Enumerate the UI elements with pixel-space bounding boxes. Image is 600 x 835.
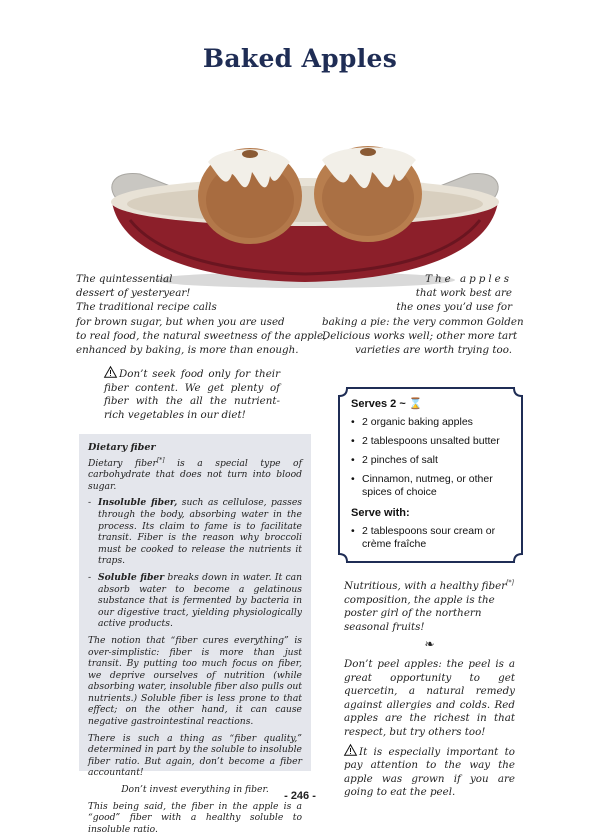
list-item: • 2 tablespoons unsalted butter [351,435,516,448]
fiber-warning-note: Don’t seek food only for their fiber content. We get plenty of fiber with the all the nutrient-rich vegetables in our diet! [104,368,280,421]
ingredient-list [351,416,516,499]
page-number: - 246 - [284,790,316,802]
serve-with-list [351,525,516,551]
list-item: • 2 organic baking apples [351,416,516,429]
sidebar-title: Dietary fiber [88,442,156,453]
intro-left-text: The quintessential dessert of yesteryear! The traditional recipe calls for brown sugar, but when you are used to real food, the natural sweetness of the apple, enhanced by baking, is more than enough. [76,273,327,357]
peel-warning-note: It is especially important to pay attention to the way the apple was grown if you are going to eat the peel. [344,745,515,799]
intro-right-text: The apples that work best are the ones you’d use for baking a pie: the very common Golden Delicious works well; other more tart varieties are worth trying too. [322,273,524,357]
ornament-divider: ❧ [424,637,435,652]
insoluble-fiber-item: - Insoluble fiber, such as cellulose, passes through the body, absorbing water in the process. Its claim to fame is to facilitate transit. Fiber is the reason why broccoli must be cooked to release the nutrients it traps. [88,497,302,567]
list-item: • Cinnamon, nutmeg, or other spices of choice [351,473,516,499]
right-column-text [344,580,515,804]
fiber-quality-paragraph: There is such a thing as “fiber quality,” determined in part by the soluble to insoluble fiber ratio. But again, don’t become a fiber accountant! [88,732,302,779]
page-title: Baked Apples [202,44,398,73]
list-item: • 2 pinches of salt [351,454,516,467]
nutritious-paragraph: Nutritious, with a healthy fiber[*] composition, the apple is the poster girl of the northern seasonal fruits! [344,579,514,633]
recipe-ingredients-box [337,386,524,564]
serves-heading: Serves 2 ~ ⌛ [351,398,423,410]
fiber-intro: Dietary fiber[*] is a special type of carbohydrate that does not turn into blood sugar. [88,456,302,492]
warning-icon [344,744,357,756]
serve-with-heading: Serve with: [351,507,410,519]
list-item: • 2 tablespoons sour cream or crème fraîche [351,525,516,551]
soluble-fiber-item: - Soluble fiber breaks down in water. It can absorb water to become a gelatinous substance that is fermented by bacteria in our digestive tract, yielding physiologically active products. [88,572,302,630]
warning-icon [104,366,117,378]
peel-paragraph: Don’t peel apples: the peel is a great opportunity to get quercetin, a natural remedy against allergies and colds. Red apples are the richest in that respect, but try others too! [344,657,515,738]
fiber-good-paragraph: This being said, the fiber in the apple is a “good” fiber with a healthy soluble to insoluble ratio. [88,800,302,835]
fiber-notion-paragraph: The notion that “fiber cures everything” is over-simplistic: fiber is more than just transit. By putting too much focus on fiber, we deprive ourselves of nutrition (while absorbing water, insoluble fiber also pulls out nutrients.) Soluble fiber is less prone to that effect; on the other hand, it can cause negative gastrointestinal reactions. [88,634,302,728]
fiber-invest-line: Don’t invest everything in fiber. [121,784,269,796]
